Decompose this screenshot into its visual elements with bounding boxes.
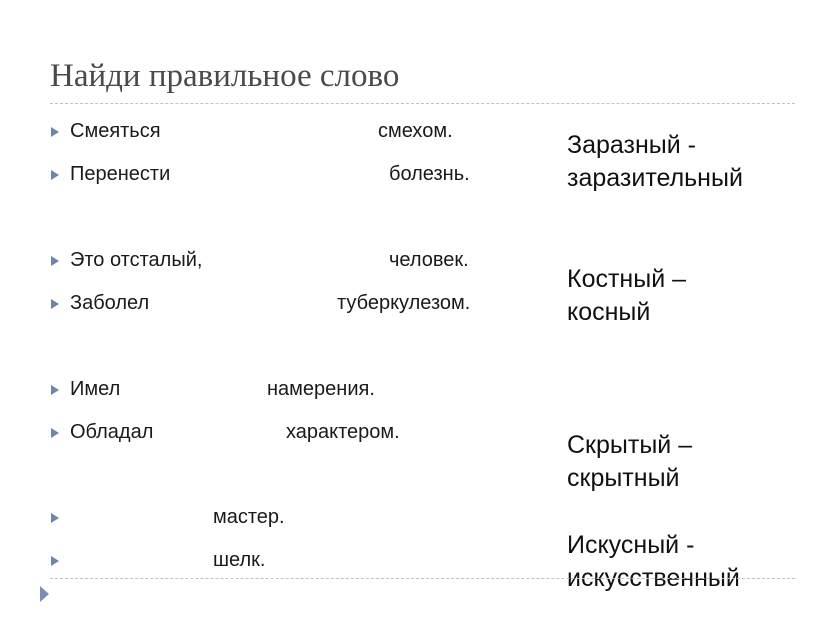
word-pair-4-line-1: Искусный -	[567, 531, 695, 559]
bullet-8-right: шелк.	[213, 549, 266, 571]
word-pair-1	[567, 129, 743, 195]
bullet-3-left: Это отсталый,	[70, 249, 203, 271]
word-pair-4-line-2: искусственный	[567, 564, 740, 592]
bullet-3-right: человек.	[389, 249, 469, 271]
bullet-2-right: болезнь.	[389, 163, 470, 185]
word-pair-3	[567, 429, 692, 495]
word-pair-2	[567, 263, 686, 329]
bullet-7-right: мастер.	[213, 506, 285, 528]
bullet-1-right: смехом.	[378, 120, 453, 142]
next-slide-arrow-icon[interactable]	[40, 586, 49, 602]
bullet-marker-icon	[51, 127, 59, 137]
bullet-5-left: Имел	[70, 378, 121, 400]
word-pair-1-line-2: заразительный	[567, 164, 743, 192]
bullet-4-left: Заболел	[70, 292, 150, 314]
bullet-6-left: Обладал	[70, 421, 154, 443]
bullet-2-left: Перенести	[70, 163, 171, 185]
word-pair-2-line-2: косный	[567, 298, 651, 326]
bullet-5-right: намерения.	[267, 378, 375, 400]
bullet-marker-icon	[51, 556, 59, 566]
footer-divider	[50, 578, 795, 579]
bullet-marker-icon	[51, 385, 59, 395]
word-pair-4	[567, 529, 740, 595]
word-pair-3-line-2: скрытный	[567, 464, 680, 492]
word-pair-3-line-1: Скрытый –	[567, 431, 693, 459]
word-pair-1-line-1: Заразный -	[567, 131, 697, 159]
bullet-marker-icon	[51, 299, 59, 309]
bullet-marker-icon	[51, 428, 59, 438]
bullet-marker-icon	[51, 513, 59, 523]
slide-title: Найди правильное слово	[50, 58, 400, 94]
bullet-4-right: туберкулезом.	[337, 292, 471, 314]
bullet-6-right: характером.	[286, 421, 400, 443]
bullet-marker-icon	[51, 256, 59, 266]
bullet-1-left: Смеяться	[70, 120, 161, 142]
title-divider	[50, 103, 795, 104]
bullet-marker-icon	[51, 170, 59, 180]
word-pair-2-line-1: Костный –	[567, 265, 687, 293]
